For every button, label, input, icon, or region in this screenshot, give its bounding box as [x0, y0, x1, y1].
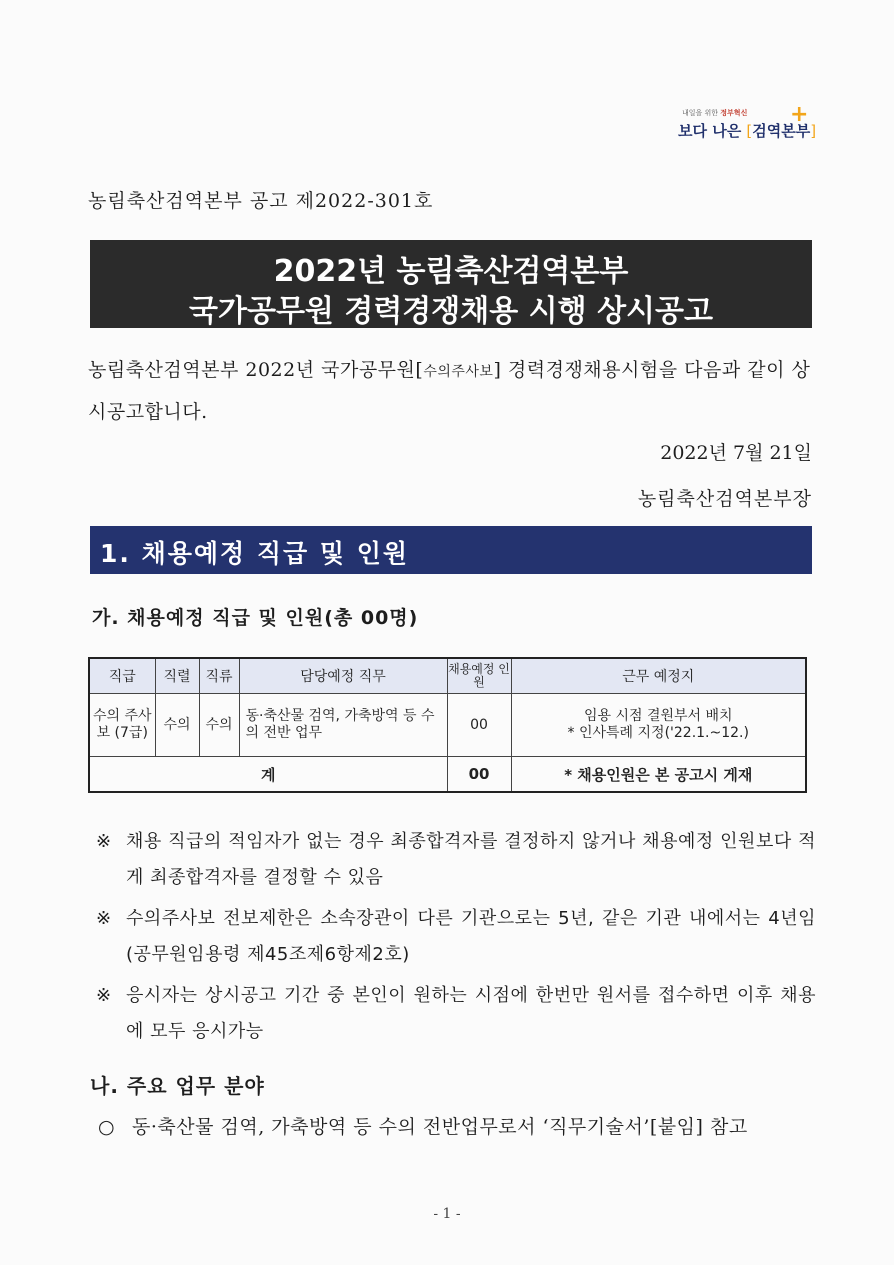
table-total-row [89, 757, 806, 793]
note-mark: ※ [96, 908, 112, 929]
cell-duty: 동·축산물 검역, 가축방역 등 수의 전반 업무 [239, 694, 447, 757]
header-headcount: 채용예정 인원 [447, 658, 511, 694]
note-item [96, 824, 816, 896]
title-line-1: 2022년 농림축산검역본부 [273, 254, 629, 289]
header-series: 직렬 [155, 658, 199, 694]
total-headcount: 00 [447, 757, 511, 793]
logo-text-right: 검역본부 [752, 122, 811, 140]
header-grade: 직급 [89, 658, 155, 694]
cell-grade: 수의 주사보 (7급) [89, 694, 155, 757]
note-text: 채용 직급의 적임자가 없는 경우 최종합격자를 결정하지 않거나 채용예정 인원보다 적게 최종합격자를 결정할 수 있음 [126, 831, 816, 888]
signatory: 농림축산검역본부장 [637, 488, 812, 510]
cell-location [511, 694, 806, 757]
logo-text-left: 보다 나은 [678, 122, 742, 140]
cell-headcount: 00 [447, 694, 511, 757]
header-location: 근무 예정지 [511, 658, 806, 694]
agency-logo [672, 102, 817, 154]
note-text: 응시자는 상시공고 기간 중 본인이 원하는 시점에 한번만 원서를 접수하면 이후 채용에 모두 응시가능 [126, 985, 816, 1042]
total-note: * 채용인원은 본 공고시 게재 [511, 757, 806, 793]
logo-tagline: 내일을 위한 [682, 109, 719, 117]
intro-part-2: ] 경력경쟁채용시험을 다음과 같이 상시공고합니다. [88, 359, 811, 423]
section-1-title: 1. 채용예정 직급 및 인원 [100, 539, 410, 568]
note-mark: ※ [96, 985, 112, 1006]
notes-list [96, 824, 816, 1055]
duty-description-text: 동·축산물 검역, 가축방역 등 수의 전반업무로서 ‘직무기술서’[붙임] 참고 [132, 1116, 748, 1138]
duty-description [98, 1106, 818, 1148]
intro-paragraph [88, 350, 818, 432]
table-header-row [89, 658, 806, 694]
title-banner [90, 240, 812, 328]
header-class: 직류 [199, 658, 239, 694]
notice-number: 농림축산검역본부 공고 제2022-301호 [88, 190, 434, 212]
subsection-a-heading: 가. 채용예정 직급 및 인원(총 00명) [92, 607, 419, 629]
note-item [96, 901, 816, 973]
title-line-2: 국가공무원 경력경쟁채용 시행 상시공고 [189, 294, 713, 329]
note-item [96, 978, 816, 1050]
intro-part-1: 농림축산검역본부 2022년 국가공무원[ [88, 359, 424, 381]
page-number: - 1 - [433, 1206, 461, 1222]
logo-bracket-close: ] [810, 122, 817, 140]
note-text: 수의주사보 전보제한은 소속장관이 다른 기관으로는 5년, 같은 기관 내에서는 4년임(공무원임용령 제45조제6항제2호) [126, 908, 816, 965]
plus-icon: + [790, 102, 809, 127]
cell-class: 수의 [199, 694, 239, 757]
recruitment-table [88, 657, 807, 793]
logo-bracket-open: [ [746, 122, 753, 140]
intro-bracket-text: 수의주사보 [423, 364, 494, 380]
section-1-heading [90, 526, 812, 574]
location-line-2: * 인사특례 지정('22.1.~12.) [567, 725, 749, 741]
subsection-b-heading: 나. 주요 업무 분야 [90, 1074, 265, 1098]
circle-bullet-icon: ○ [98, 1116, 115, 1138]
cell-series: 수의 [155, 694, 199, 757]
notice-date: 2022년 7월 21일 [660, 442, 812, 464]
location-line-1: 임용 시점 결원부서 배치 [583, 708, 733, 724]
note-mark: ※ [96, 831, 112, 852]
header-duty: 담당예정 직무 [239, 658, 447, 694]
table-row [89, 694, 806, 757]
logo-tagline-highlight: 정부혁신 [720, 109, 748, 117]
total-label: 계 [89, 757, 447, 793]
